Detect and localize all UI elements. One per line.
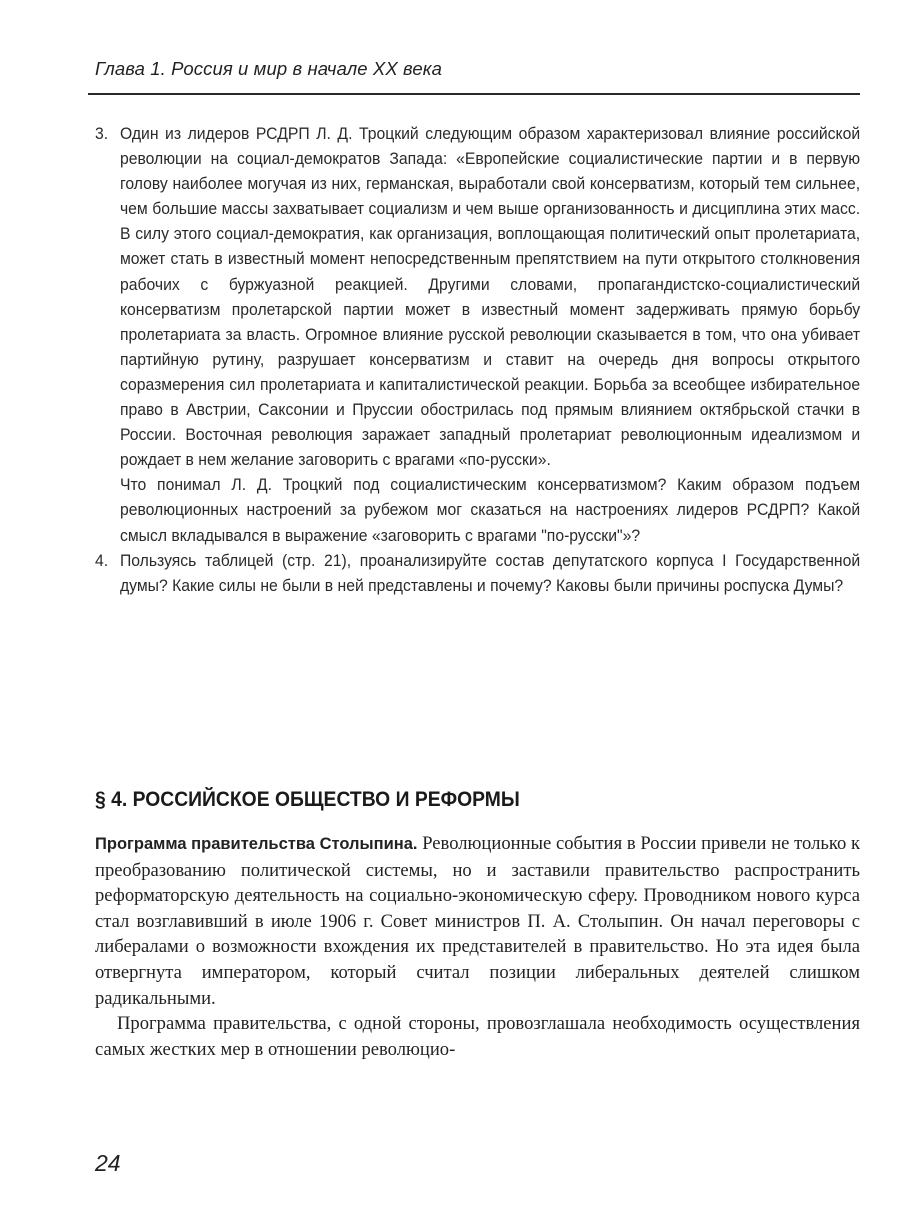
section-body xyxy=(95,831,860,1062)
question-item-4 xyxy=(95,549,860,599)
question-quote-text: Один из лидеров РСДРП Л. Д. Троцкий следующим образом характеризовал влияние российской революции на социал-демократов Запада: «Европейские социалистические партии и в первую голову наиболее могучая из них, германская, выработали свой консерватизм, который тем сильнее, чем большие массы захватывает социализм и чем выше организованность и дисциплина этих масс. В силу этого социал-демократия, как организация, воплощающая политический опыт пролетариата, может стать в известный момент непосредственным препятствием на пути открытого столкновения рабочих с буржуазной реакцией. Другими словами, пропагандистско-социалистический консерватизм пролетарской партии может в известный момент задерживать прямую борьбу пролетариата за власть. Огромное влияние русской революции сказывается в том, что она убивает партийную рутину, разрушает консерватизм и ставит на очередь дня вопросы открытого соразмерения сил пролетариата и капиталистической реакции. Борьба за всеобщее избирательное право в Австрии, Саксонии и Пруссии обострилась под прямым влиянием октябрьской стачки в России. Восточная революция заражает западный пролетариат революционным идеализмом и рождает в нем желание заговорить с врагами «по-русски». xyxy=(119,125,861,470)
question-number: 3. xyxy=(95,125,109,143)
paragraph-text: Революционные события в России привели не только к преобразованию политической системы, но и заставили правительство распространить реформаторскую деятельность на социально-экономическую сферу. Проводником нового курса стал возглавивший в июле 1906 г. Совет министров П. А. Столыпин. Он начал переговоры с либералами о возможности вхождения их представителей в правительство. Но эта идея была отвергнута императором, который считал позиции либеральных деятелей слишком радикальными. xyxy=(95,833,861,1009)
question-number: 4. xyxy=(95,551,109,570)
paragraph xyxy=(95,831,860,1011)
running-head: Глава 1. Россия и мир в начале XX века xyxy=(95,58,443,79)
paragraph: Программа правительства, с одной стороны, провозглашала необходимость осуществления самых жестких мер в отношении революцио- xyxy=(95,1013,860,1060)
page-number: 24 xyxy=(95,1150,121,1176)
question-text: Пользуясь таблицей (стр. 21), проанализируйте состав депутатского корпуса I Государственной думы? Какие силы не были в ней представлены и почему? Каковы были причины роспуска Думы? xyxy=(119,551,861,595)
header-rule-divider xyxy=(88,93,860,95)
question-prompt-text: Что понимал Л. Д. Троцкий под социалистическим консерватизмом? Каким образом подъем революционных настроений за рубежом мог сказаться на настроениях лидеров РСДРП? Какой смысл вкладывался в выражение «заговорить с врагами "по-русски"»? xyxy=(119,476,861,545)
question-item-3 xyxy=(95,122,860,549)
questions-list xyxy=(95,122,860,599)
paragraph-heading: Программа правительства Столыпина. xyxy=(95,835,418,853)
section-title: § 4. РОССИЙСКОЕ ОБЩЕСТВО И РЕФОРМЫ xyxy=(95,788,520,811)
